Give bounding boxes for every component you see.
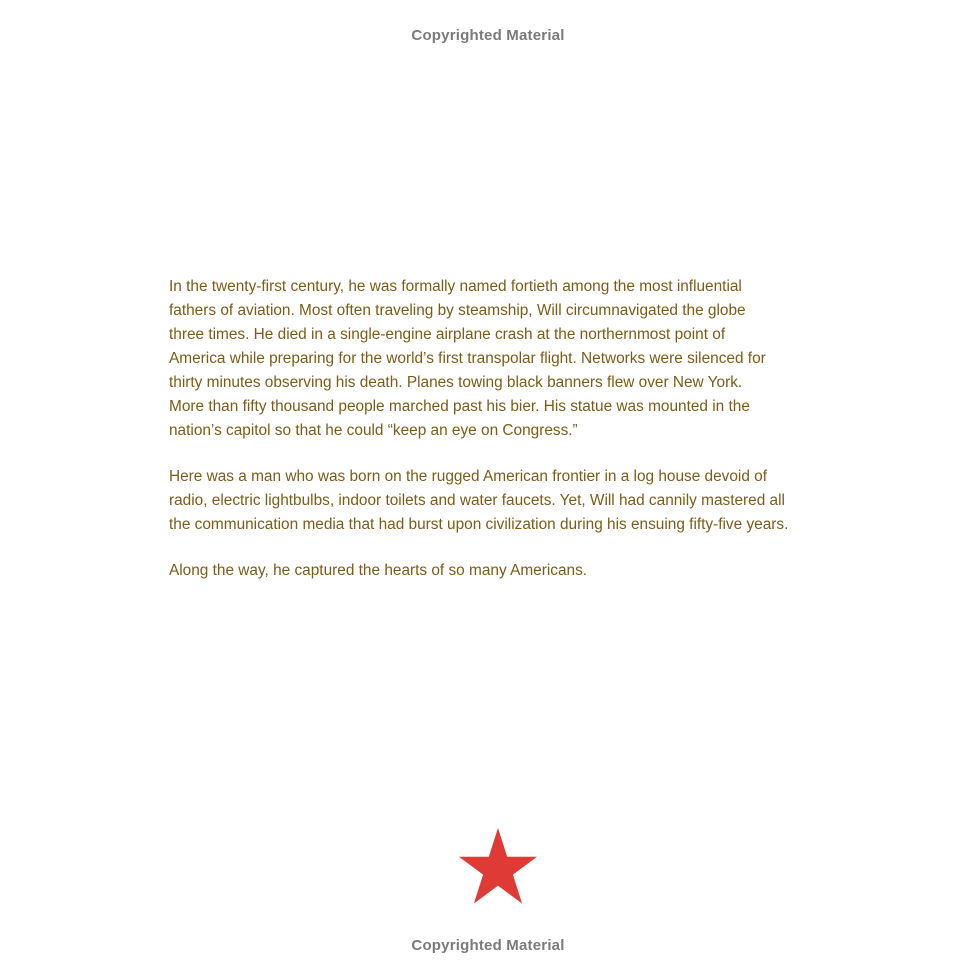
paragraph-2: Here was a man who was born on the rugged American frontier in a log house devoid of radio, electric lightbulbs, indoor toilets and water faucets. Yet, Will had cannily mastered all the communication media that had burst upon civilization during his ensuing fifty-five years. bbox=[169, 468, 789, 533]
star-icon bbox=[459, 828, 537, 904]
paragraph-3: Along the way, he captured the hearts of so many Americans. bbox=[169, 562, 588, 579]
copyright-watermark-bottom: Copyrighted Material bbox=[411, 937, 565, 954]
copyright-watermark-top: Copyrighted Material bbox=[411, 27, 565, 44]
star-shape bbox=[459, 828, 537, 904]
body-text bbox=[169, 275, 859, 605]
paragraph-1: In the twenty-first century, he was formally named fortieth among the most influential fathers of aviation. Most often traveling by steamship, Will circumnavigated the globe three times. He died in a single-engine airplane crash at the northernmost point of America while preparing for the world’s first transpolar flight. Networks were silenced for thirty minutes observing his death. Planes towing black banners flew over New York. More than fifty thousand people marched past his bier. His statue was mounted in the nation’s capitol so that he could “keep an eye on Congress.” bbox=[169, 278, 766, 439]
